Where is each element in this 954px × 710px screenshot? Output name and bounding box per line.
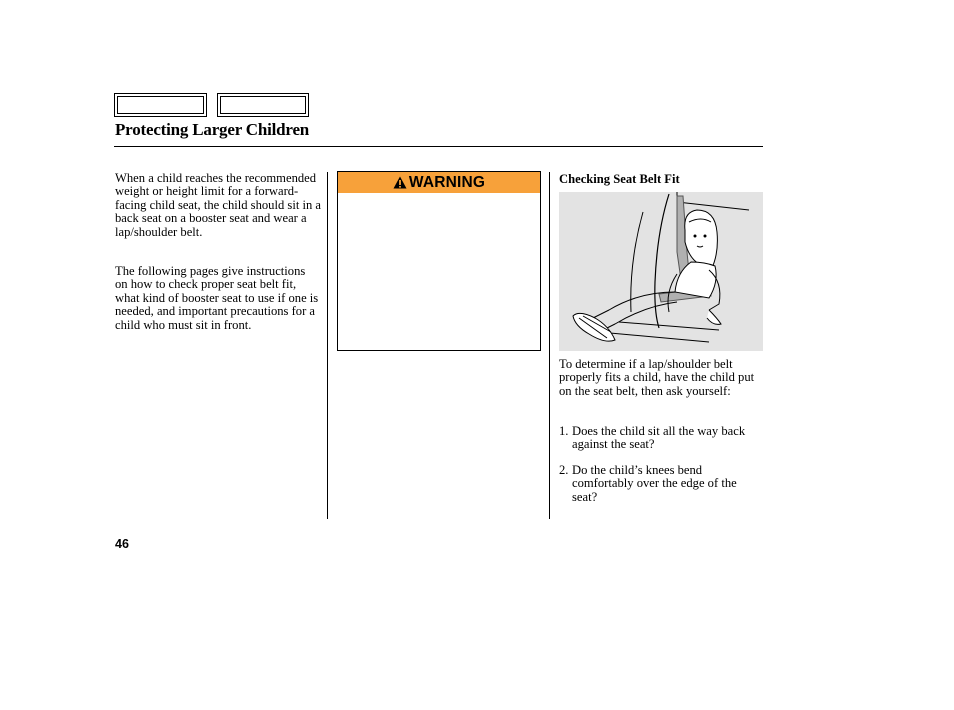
warning-triangle-icon [393, 176, 407, 189]
warning-label: WARNING [408, 173, 486, 191]
list-item-number: 1. [559, 424, 569, 438]
warning-box [337, 171, 541, 351]
title-rule [114, 146, 763, 147]
instructions-paragraph: The following pages give instructions on how to check proper seat belt fit, what kind of booster seat to use if one is needed, and important precautions for a child who must sit in front. [115, 264, 319, 332]
intro-paragraph: When a child reaches the recommended weight or height limit for a forward-facing child seat, the child should sit in a back seat on a booster seat and wear a lap/shoulder belt. [115, 171, 322, 239]
list-item [559, 425, 763, 452]
nav-button-inner-frame [220, 96, 306, 114]
list-item-number: 2. [559, 463, 569, 477]
page-title: Protecting Larger Children [115, 120, 310, 139]
section-heading: Checking Seat Belt Fit [559, 172, 680, 186]
list-item [559, 464, 763, 504]
column-divider [549, 172, 550, 519]
child-seat-belt-illustration [559, 192, 763, 351]
belt-fit-intro: To determine if a lap/shoulder belt properly fits a child, have the child put on the seat belt, then ask yourself: [559, 357, 755, 398]
column-divider [327, 172, 328, 519]
list-item-text: Do the child’s knees bend comfortably over the edge of the seat? [572, 463, 737, 504]
previous-nav-button[interactable] [114, 93, 207, 117]
nav-button-inner-frame [117, 96, 204, 114]
list-item-text: Does the child sit all the way back against the seat? [572, 424, 746, 452]
next-nav-button[interactable] [217, 93, 309, 117]
warning-header [338, 172, 540, 193]
page-number: 46 [115, 537, 129, 551]
